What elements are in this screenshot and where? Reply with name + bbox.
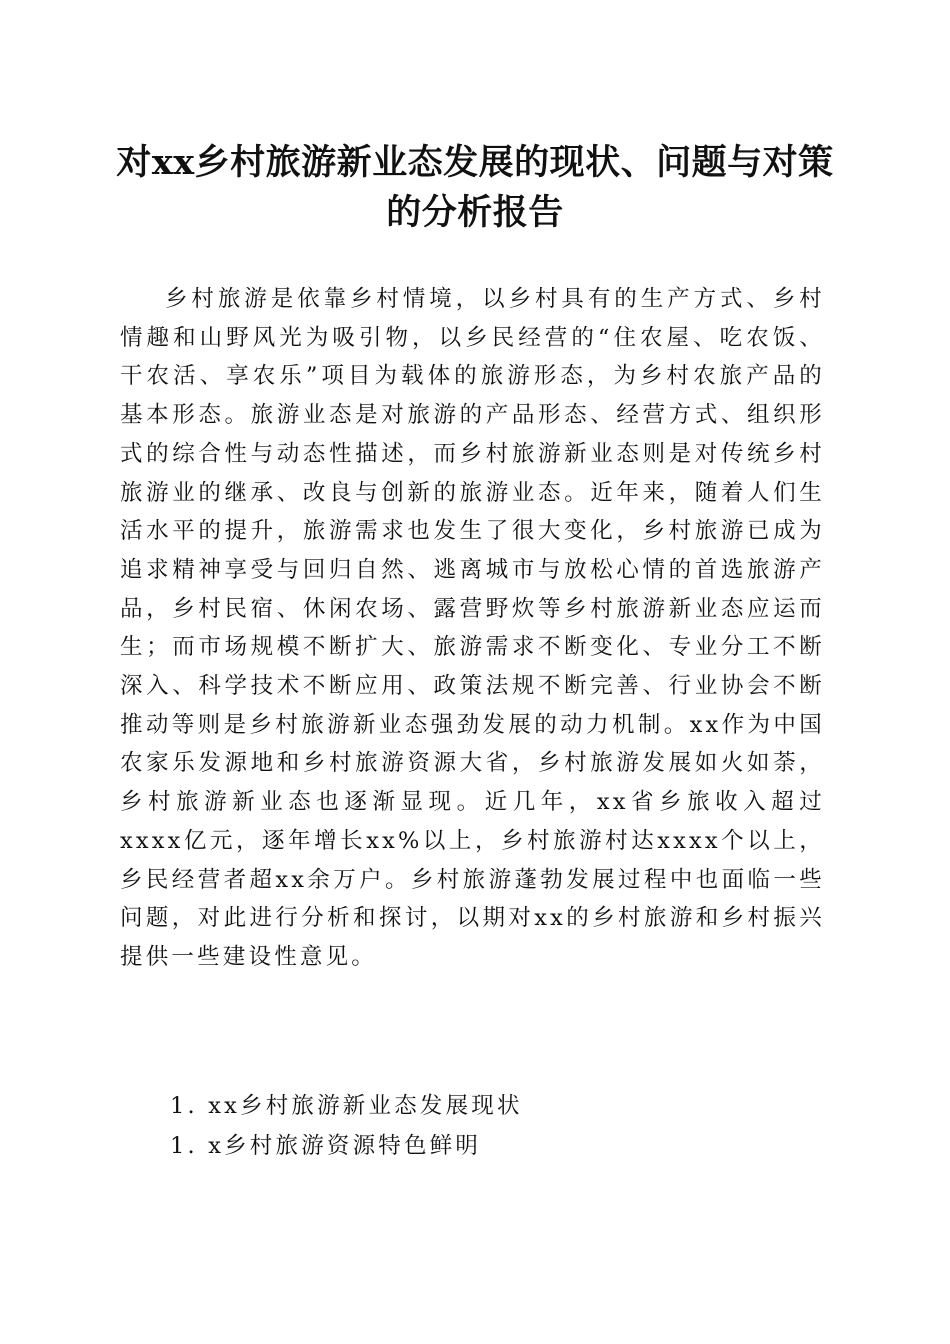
document-title: 对xx乡村旅游新业态发展的现状、问题与对策的分析报告 bbox=[116, 142, 834, 233]
subsection-heading: 1. x乡村旅游资源特色鲜明 bbox=[170, 1133, 482, 1159]
intro-paragraph: 乡村旅游是依靠乡村情境，以乡村具有的生产方式、乡村情趣和山野风光为吸引物，以乡民经营的“住农屋、吃农饭、干农活、享农乐”项目为载体的旅游形态，为乡村农旅产品的基本形态。旅游业态是对旅游的产品形态、经营方式、组织形式的综合性与动态性描述，而乡村旅游新业态则是对传统乡村旅游业的继承、改良与创新的旅游业态。近年来，随着人们生活水平的提升，旅游需求也发生了很大变化，乡村旅游已成为追求精神享受与回归自然、逃离城市与放松心情的首选旅游产品，乡村民宿、休闲农场、露营野炊等乡村旅游新业态应运而生；而市场规模不断扩大、旅游需求不断变化、专业分工不断深入、科学技术不断应用、政策法规不断完善、行业协会不断推动等则是乡村旅游新业态强劲发展的动力机制。xx作为中国农家乐发源地和乡村旅游资源大省，乡村旅游发展如火如荼，乡村旅游新业态也逐渐显现。近几年，xx省乡旅收入超过xxxx亿元，逐年增长xx%以上，乡村旅游村达xxxx个以上，乡民经营者超xx余万户。乡村旅游蓬勃发展过程中也面临一些问题，对此进行分析和探讨，以期对xx的乡村旅游和乡村振兴提供一些建设性意见。 bbox=[120, 286, 825, 970]
section-heading: 1. xx乡村旅游新业态发展现状 bbox=[170, 1093, 523, 1119]
